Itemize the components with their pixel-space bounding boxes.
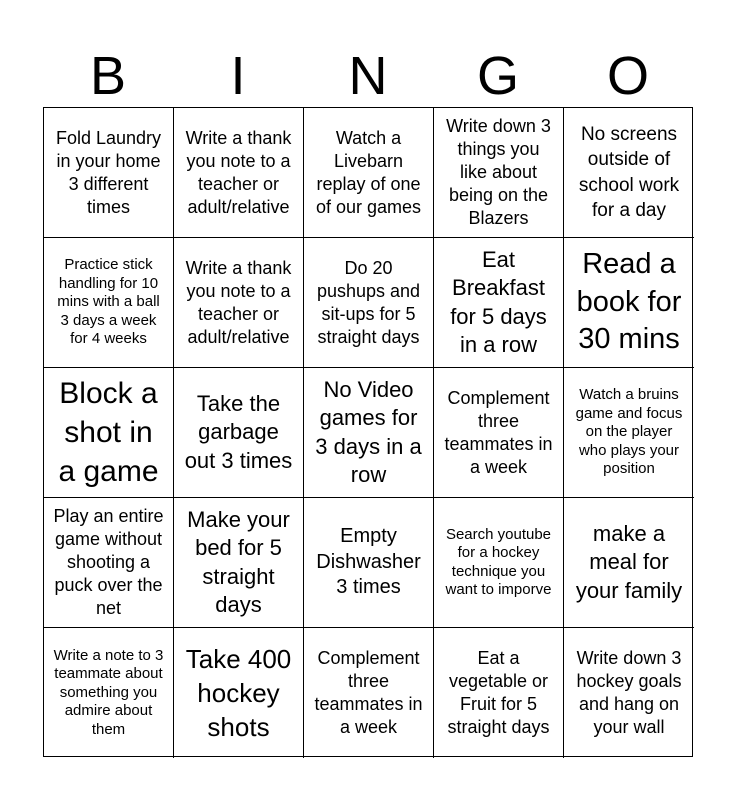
bingo-cell[interactable] <box>434 368 564 498</box>
bingo-cell[interactable] <box>434 498 564 628</box>
bingo-cell[interactable] <box>44 628 174 758</box>
cell-text: Empty Dishwasher 3 times <box>316 525 421 599</box>
bingo-cell[interactable] <box>304 238 434 368</box>
cell-text: Make your bed for 5 straight days <box>187 506 290 617</box>
bingo-cell[interactable] <box>304 108 434 238</box>
bingo-cell[interactable] <box>44 498 174 628</box>
bingo-cell[interactable] <box>434 628 564 758</box>
cell-text: Take 400 hockey shots <box>185 644 292 742</box>
cell-text: Write a thank you note to a teacher or adult/relative <box>185 127 292 217</box>
bingo-cell[interactable] <box>304 368 434 498</box>
bingo-cell[interactable] <box>564 368 694 498</box>
bingo-cell[interactable] <box>304 628 434 758</box>
bingo-cell[interactable] <box>564 238 694 368</box>
bingo-cell[interactable] <box>434 108 564 238</box>
bingo-cell[interactable] <box>174 498 304 628</box>
bingo-cell[interactable] <box>174 368 304 498</box>
cell-text: Fold Laundry in your home 3 different times <box>55 127 162 217</box>
bingo-cell[interactable] <box>44 108 174 238</box>
bingo-cell[interactable] <box>44 368 174 498</box>
cell-text: Search youtube for a hockey technique you want to imporve <box>445 525 552 598</box>
header-letter-b: B <box>89 46 127 106</box>
header-letter-n: N <box>348 46 388 106</box>
cell-text: Play an entire game without shooting a puck over the net <box>53 506 164 618</box>
bingo-cell[interactable] <box>44 238 174 368</box>
cell-text: Write a note to 3 teammate about something you admire about them <box>53 646 164 738</box>
cell-text: Watch a Livebarn replay of one of our games <box>315 127 422 217</box>
bingo-cell[interactable] <box>564 108 694 238</box>
cell-text: No Video games for 3 days in a row <box>315 376 422 487</box>
cell-text: Write down 3 hockey goals and hang on your wall <box>576 648 682 737</box>
cell-text: Block a shot in a game <box>58 377 159 488</box>
cell-text: Take the garbage out 3 times <box>184 390 293 473</box>
cell-text: Do 20 pushups and sit-ups for 5 straight days <box>316 257 421 347</box>
cell-text: Write down 3 things you like about being on the Blazers <box>446 116 551 228</box>
header-letter-g: G <box>476 46 519 106</box>
bingo-cell[interactable] <box>174 108 304 238</box>
cell-text: Read a book for 30 mins <box>576 248 682 356</box>
bingo-cell[interactable] <box>304 498 434 628</box>
cell-text: Eat a vegetable or Fruit for 5 straight days <box>447 648 550 737</box>
bingo-cell[interactable] <box>174 238 304 368</box>
cell-text: Practice stick handling for 10 mins with a ball 3 days a week for 4 weeks <box>57 256 160 348</box>
cell-text: make a meal for your family <box>575 520 683 603</box>
bingo-cell[interactable] <box>564 498 694 628</box>
header-letter-o: O <box>606 46 649 106</box>
cell-text: No screens outside of school work for a day <box>578 123 680 221</box>
cell-text: Watch a bruins game and focus on the player who plays your position <box>575 386 683 478</box>
bingo-board <box>43 107 693 757</box>
cell-text: Write a thank you note to a teacher or adult/relative <box>185 257 292 347</box>
bingo-cell[interactable] <box>564 628 694 758</box>
cell-text: Complement three teammates in a week <box>444 387 553 477</box>
header-letter-i: I <box>230 46 246 106</box>
bingo-header <box>43 44 693 108</box>
bingo-cell[interactable] <box>174 628 304 758</box>
cell-text: Eat Breakfast for 5 days in a row <box>450 246 547 357</box>
cell-text: Complement three teammates in a week <box>314 648 423 737</box>
bingo-cell[interactable] <box>434 238 564 368</box>
